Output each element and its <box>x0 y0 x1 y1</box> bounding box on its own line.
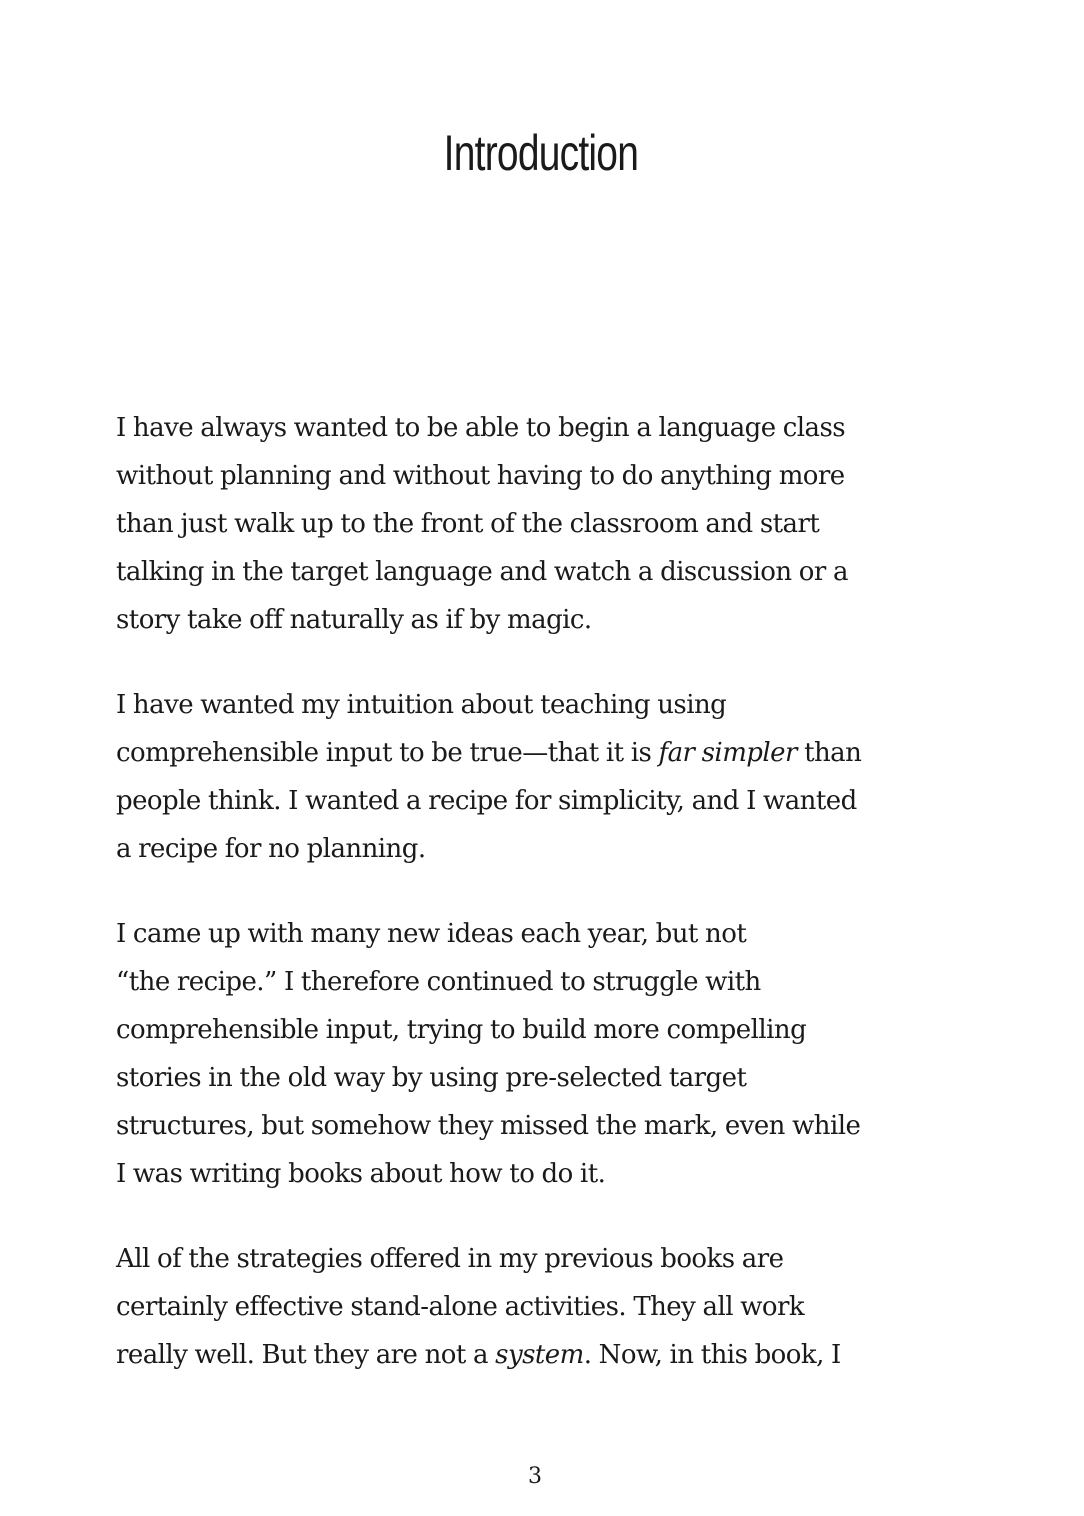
text-line: I have always wanted to be able to begin a language class <box>116 413 846 443</box>
text-line: I came up with many new ideas each year, but not <box>116 919 747 949</box>
text-line: people think. I wanted a recipe for simplicity, and I wanted <box>116 786 857 816</box>
text-line: certainly effective stand-alone activities. They all work <box>116 1292 805 1322</box>
text-line: stories in the old way by using pre-selected target <box>116 1063 747 1093</box>
text-line: All of the strategies offered in my previous books are <box>116 1244 784 1274</box>
text-segment: comprehensible input to be true—that it is <box>116 738 659 768</box>
text-line: I have wanted my intuition about teaching using <box>116 690 727 720</box>
text-line: talking in the target language and watch a discussion or a <box>116 557 848 587</box>
text-line: “the recipe.” I therefore continued to struggle with <box>116 967 761 997</box>
text-segment: . Now, in this book, I <box>583 1340 841 1370</box>
text-segment: really well. But they are not a <box>116 1340 496 1370</box>
text-line: without planning and without having to do anything more <box>116 461 845 491</box>
paragraph-4 <box>116 1235 976 1379</box>
text-line <box>116 1331 976 1379</box>
text-line: a recipe for no planning. <box>116 834 426 864</box>
paragraph-1 <box>116 404 976 644</box>
text-line: comprehensible input, trying to build more compelling <box>116 1015 807 1045</box>
body-text <box>116 404 976 1416</box>
paragraph-2 <box>116 681 976 873</box>
emphasis-system: system <box>495 1340 584 1370</box>
text-line: structures, but somehow they missed the mark, even while <box>116 1111 861 1141</box>
text-line: than just walk up to the front of the classroom and start <box>116 509 820 539</box>
text-line <box>116 729 976 777</box>
emphasis-far-simpler: far simpler <box>658 738 797 768</box>
page-number: 3 <box>528 1464 542 1489</box>
text-line: I was writing books about how to do it. <box>116 1159 606 1189</box>
text-segment: than <box>796 738 862 768</box>
text-line: story take off naturally as if by magic. <box>116 605 592 635</box>
chapter-title: Introduction <box>443 125 639 181</box>
paragraph-3 <box>116 910 976 1198</box>
